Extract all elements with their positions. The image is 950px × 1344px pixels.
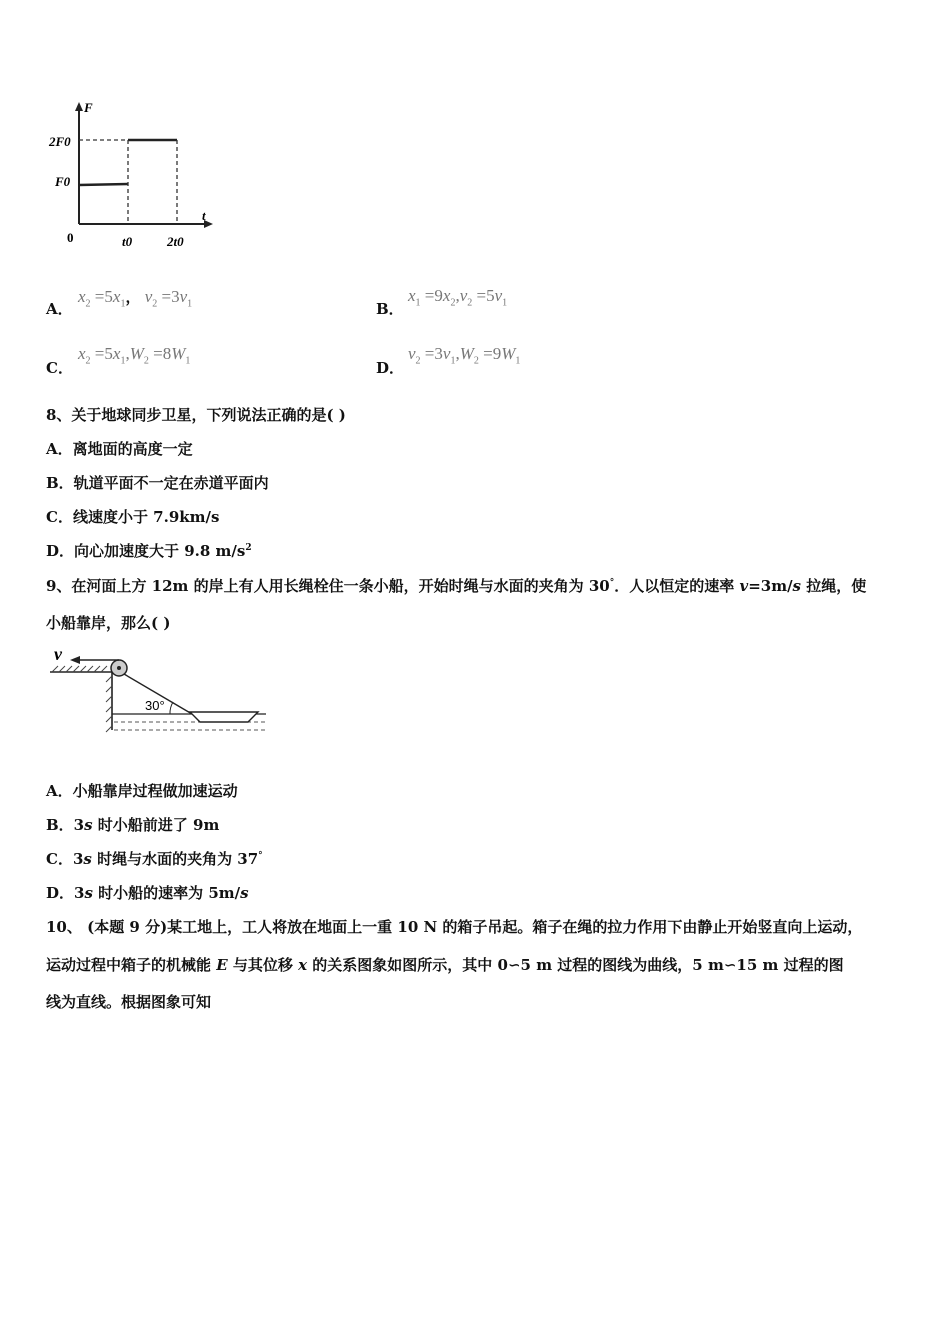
q7-option-b-formula: $x_1 =9x_2,v_2 =5v_1$ bbox=[408, 286, 508, 309]
angle-label: 30° bbox=[145, 698, 165, 713]
boat bbox=[190, 712, 258, 722]
q8-option-a: A．离地面的高度一定 bbox=[46, 440, 193, 458]
angle-arc bbox=[170, 702, 173, 714]
q10-line2: 运动过程中箱子的机械能 E 与其位移 x 的关系图象如图所示，其中 0∽5 m 过程的图线为曲线，5 m∽15 m 过程的图 bbox=[46, 956, 844, 974]
velocity-label: v bbox=[54, 644, 62, 664]
graph-origin-label: 0 bbox=[67, 230, 74, 245]
q7-option-a-formula: $x_2 =5x_1$， $v_2 =3v_1$ bbox=[78, 287, 193, 310]
graph-tick-2t0: 2t0 bbox=[167, 234, 184, 249]
q10-line1: 10、 (本题 9 分)某工地上，工人将放在地面上一重 10 N 的箱子吊起。箱子在绳的拉力作用下由静止开始竖直向上运动， bbox=[46, 918, 863, 936]
graph-segment-f0 bbox=[79, 184, 128, 185]
q9-option-a: A．小船靠岸过程做加速运动 bbox=[46, 782, 238, 800]
graph-y-label: F bbox=[84, 100, 93, 115]
q7-option-c-label: C． bbox=[46, 359, 73, 377]
q7-option-d-label: D． bbox=[376, 359, 405, 377]
q8-stem: 8、关于地球同步卫星，下列说法正确的是( ) bbox=[46, 406, 346, 424]
velocity-arrow bbox=[70, 656, 80, 664]
q8-option-b: B．轨道平面不一定在赤道平面内 bbox=[46, 474, 269, 492]
graph-tick-f0: F0 bbox=[55, 174, 71, 189]
q9-stem-line2: 小船靠岸，那么( ) bbox=[46, 614, 171, 632]
q9-option-d: D．3s 时小船的速率为 5m/s bbox=[46, 884, 249, 902]
graph-x-label: t bbox=[202, 208, 206, 223]
force-time-graph bbox=[44, 96, 224, 256]
q8-option-c: C．线速度小于 7.9km/s bbox=[46, 508, 220, 526]
q9-option-b: B．3s 时小船前进了 9m bbox=[46, 816, 220, 834]
q9-option-c: C．3s 时绳与水面的夹角为 37° bbox=[46, 850, 263, 868]
q7-option-d-formula: $v_2 =3v_1,W_2 =9W_1$ bbox=[408, 344, 521, 367]
boat-rope-figure bbox=[44, 642, 274, 742]
q8-option-d: D．向心加速度大于 9.8 $m/s^2$ bbox=[46, 542, 252, 560]
q7-option-a-label: A． bbox=[46, 300, 73, 318]
q7-option-b-label: B． bbox=[376, 300, 404, 318]
q7-option-c-formula: $x_2 =5x_1,W_2 =8W_1$ bbox=[78, 344, 191, 367]
graph-y-arrow bbox=[75, 102, 83, 111]
graph-tick-2f0: 2F0 bbox=[49, 134, 71, 149]
q9-stem-line1: 9、在河面上方 12m 的岸上有人用长绳栓住一条小船，开始时绳与水面的夹角为 30°．人以恒定的速率 v=3m/s 拉绳，使 bbox=[46, 577, 867, 595]
q10-line3: 线为直线。根据图象可知 bbox=[46, 993, 212, 1011]
graph-tick-t0: t0 bbox=[122, 234, 133, 249]
